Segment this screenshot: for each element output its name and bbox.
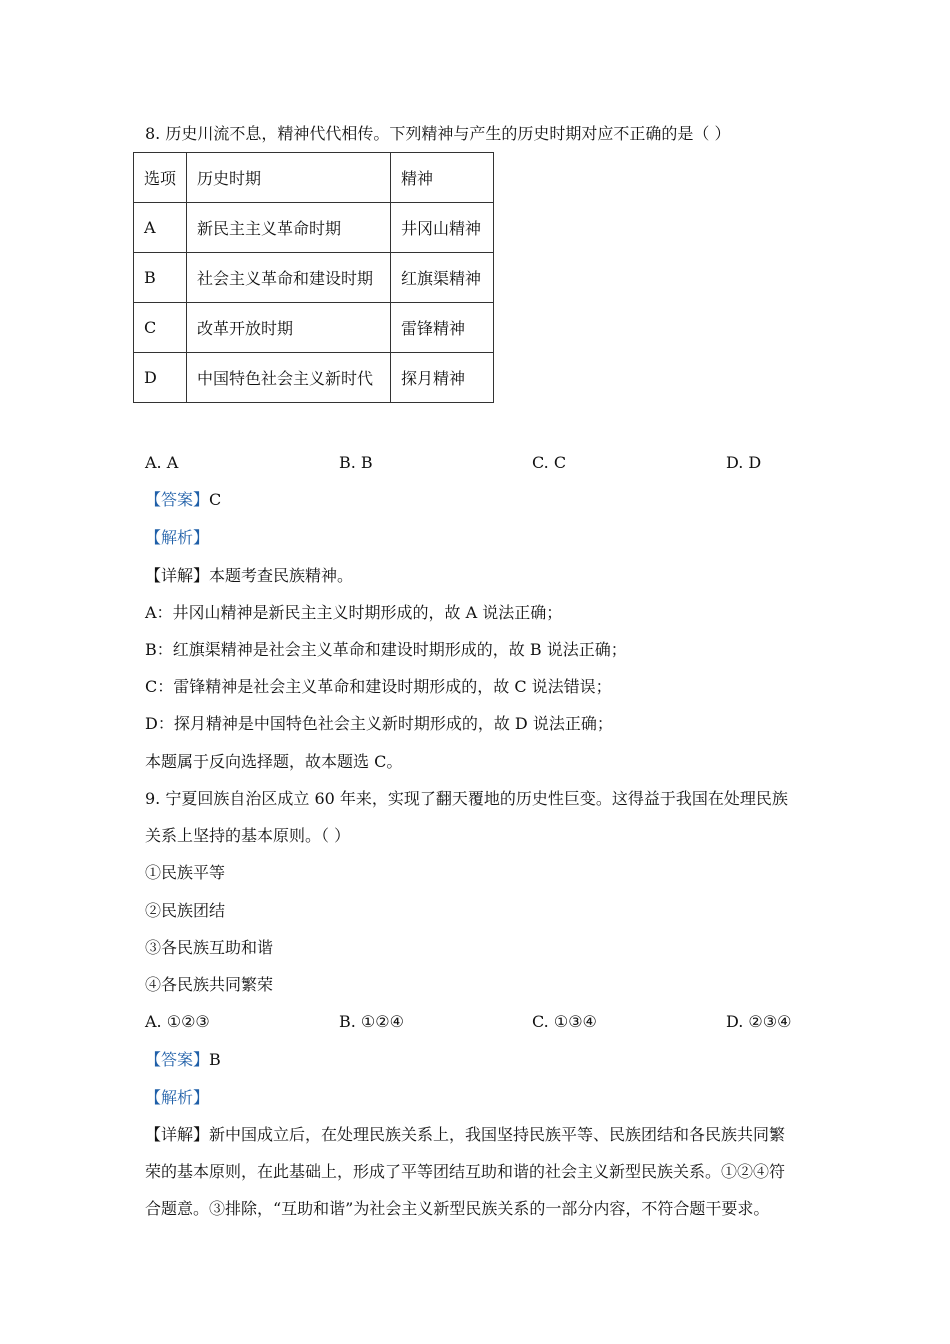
q9-choice-c: C. ①③④ <box>532 1012 597 1031</box>
table-row <box>134 203 494 253</box>
q9-detail-line3: 合题意。③排除，“互助和谐”为社会主义新型民族关系的一部分内容，不符合题干要求。 <box>145 1199 770 1218</box>
q9-analysis-tag: 【解析】 <box>145 1088 210 1107</box>
table-cell: A <box>134 203 187 253</box>
q9-stem-line1: 9. 宁夏回族自治区成立 60 年来，实现了翻天覆地的历史性巨变。这得益于我国在处理民族 <box>145 789 788 808</box>
table-cell: 精神 <box>391 153 494 203</box>
q9-item-2: ②民族团结 <box>145 901 226 920</box>
table-row <box>134 253 494 303</box>
q8-choice-b: B. B <box>339 453 373 472</box>
q8-explain-d: D：探月精神是中国特色社会主义新时期形成的，故 D 说法正确； <box>145 714 613 733</box>
q8-explain-a: A：井冈山精神是新民主主义时期形成的，故 A 说法正确； <box>145 603 563 622</box>
q8-choice-d: D. D <box>726 453 762 472</box>
q9-item-1: ①民族平等 <box>145 863 226 882</box>
q9-detail-line2: 荣的基本原则，在此基础上，形成了平等团结互助和谐的社会主义新型民族关系。①②④符 <box>145 1162 786 1181</box>
q9-item-3: ③各民族互助和谐 <box>145 938 274 957</box>
q8-choice-a: A. A <box>145 453 179 472</box>
q8-answer <box>145 490 221 510</box>
table-cell: B <box>134 253 187 303</box>
q8-detail <box>145 566 353 586</box>
table-cell: 社会主义革命和建设时期 <box>187 253 391 303</box>
q9-choice-d: D. ②③④ <box>726 1012 792 1031</box>
q9-item-4: ④各民族共同繁荣 <box>145 975 274 994</box>
table-cell: D <box>134 353 187 403</box>
q8-options-table <box>133 152 494 403</box>
q8-choice-c: C. C <box>532 453 567 472</box>
q9-stem-line2: 关系上坚持的基本原则。（ ） <box>145 826 351 845</box>
table-cell: 井冈山精神 <box>391 203 494 253</box>
q9-choice-b: B. ①②④ <box>339 1012 404 1031</box>
table-row <box>134 303 494 353</box>
table-cell: 中国特色社会主义新时代 <box>187 353 391 403</box>
table-cell: 红旗渠精神 <box>391 253 494 303</box>
table-cell: 历史时期 <box>187 153 391 203</box>
detail-text: 本题考查民族精神。 <box>209 566 354 585</box>
q8-analysis-tag: 【解析】 <box>145 528 210 547</box>
q9-detail-line1 <box>145 1125 785 1145</box>
q8-explain-c: C：雷锋精神是社会主义革命和建设时期形成的，故 C 说法错误； <box>145 677 612 696</box>
answer-value: B <box>209 1050 221 1069</box>
table-cell: 雷锋精神 <box>391 303 494 353</box>
q8-explain-b: B：红旗渠精神是社会主义革命和建设时期形成的，故 B 说法正确； <box>145 640 627 659</box>
q8-conclusion: 本题属于反向选择题，故本题选 C。 <box>145 752 403 771</box>
answer-tag: 【答案】 <box>145 1050 210 1069</box>
answer-tag: 【答案】 <box>145 490 210 509</box>
table-cell: 新民主主义革命时期 <box>187 203 391 253</box>
table-header-row <box>134 153 494 203</box>
table-row <box>134 353 494 403</box>
detail-text: 新中国成立后，在处理民族关系上，我国坚持民族平等、民族团结和各民族共同繁 <box>209 1125 786 1144</box>
detail-tag: 【详解】 <box>145 566 210 585</box>
table-cell: 改革开放时期 <box>187 303 391 353</box>
table-cell: C <box>134 303 187 353</box>
detail-tag: 【详解】 <box>145 1125 210 1144</box>
q9-choice-a: A. ①②③ <box>145 1012 210 1031</box>
answer-value: C <box>209 490 222 509</box>
q8-stem: 8. 历史川流不息，精神代代相传。下列精神与产生的历史时期对应不正确的是（ ） <box>145 124 731 143</box>
q9-answer <box>145 1050 221 1070</box>
table-cell: 选项 <box>134 153 187 203</box>
table-cell: 探月精神 <box>391 353 494 403</box>
